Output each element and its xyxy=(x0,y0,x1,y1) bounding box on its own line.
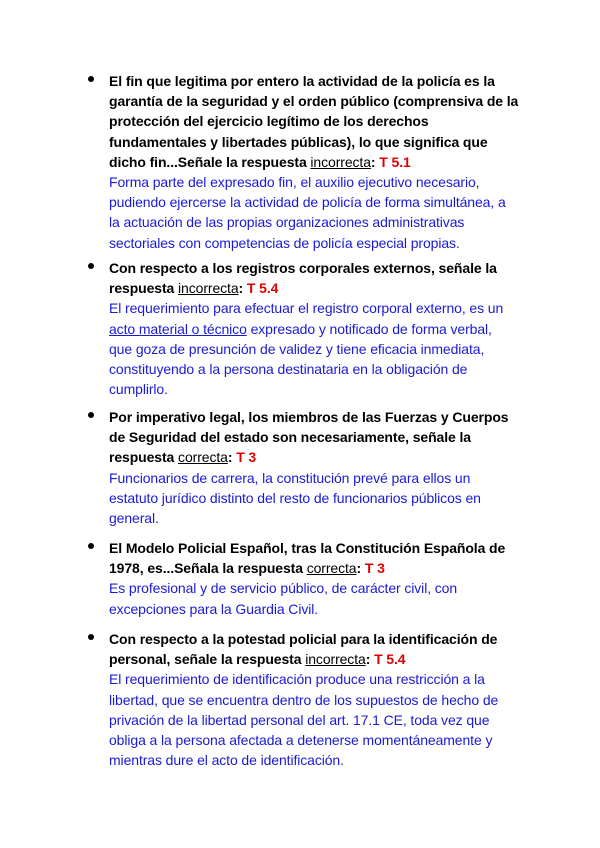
answer-line: estatuto jurídico distinto del resto de funcionarios públicos en xyxy=(109,489,481,506)
question-line: garantía de la seguridad y el orden público (comprensiva de la xyxy=(109,93,519,110)
answer-line: que goza de presunción de validez y tiene eficacia inmediata, xyxy=(109,340,485,357)
answer-line xyxy=(109,319,538,339)
question-line xyxy=(109,649,538,669)
question-line: Por imperativo legal, los miembros de las Fuerzas y Cuerpos xyxy=(109,409,509,425)
colon: : xyxy=(365,651,371,668)
answer-line: constituyendo a la persona destinataria en la obligación de xyxy=(109,361,468,378)
list-item xyxy=(88,71,538,253)
question-prefix: dicho fin...Señale la respuesta xyxy=(109,153,311,170)
underlined-term: acto material o técnico xyxy=(109,320,247,337)
question-prefix: respuesta xyxy=(109,449,179,466)
answer-line: privación de la libertad personal del art. 17.1 CE, toda vez que xyxy=(109,711,490,728)
answer-text xyxy=(109,669,538,770)
answer-line: Es profesional y de servicio público, de carácter civil, con xyxy=(109,580,458,597)
answer-line: general. xyxy=(109,510,159,527)
question-line xyxy=(109,152,538,172)
answer-line: El requerimiento para efectuar el registro corporal externo, es un xyxy=(109,300,504,317)
topic-reference: T 5.4 xyxy=(246,280,279,297)
question-prefix: personal, señale la respuesta xyxy=(109,651,306,668)
list-item xyxy=(88,407,538,528)
colon: : xyxy=(370,153,376,170)
answer-text xyxy=(109,172,538,253)
answer-line: cumplirlo. xyxy=(109,381,168,398)
topic-reference: T 3 xyxy=(364,560,385,577)
answer-type-keyword: incorrecta xyxy=(178,280,239,297)
colon: : xyxy=(238,280,244,297)
answer-line-rest: expresado y notificado de forma verbal, xyxy=(246,320,492,337)
question-text xyxy=(109,407,538,468)
answer-text xyxy=(109,298,538,399)
list-item xyxy=(88,629,538,770)
question-line xyxy=(109,447,538,467)
colon: : xyxy=(227,449,233,466)
bullet-icon xyxy=(88,543,94,549)
question-line: El fin que legitima por entero la actividad de la policía es la xyxy=(109,73,495,89)
question-line: Con respecto a los registros corporales externos, señale la xyxy=(109,260,497,276)
topic-reference: T 5.4 xyxy=(374,651,406,668)
question-line: de Seguridad del estado son necesariamente, señale la xyxy=(109,429,471,446)
question-line xyxy=(109,558,538,578)
question-text xyxy=(109,629,538,669)
answer-line: El requerimiento de identificación produce una restricción a la xyxy=(109,671,485,688)
question-line xyxy=(109,278,538,298)
bullet-icon xyxy=(88,76,94,82)
answer-line: libertad, que se encuentra dentro de los supuestos de hecho de xyxy=(109,691,499,708)
answer-type-keyword: incorrecta xyxy=(310,153,371,170)
list-item xyxy=(88,258,538,399)
bullet-icon xyxy=(88,263,94,269)
bullet-icon xyxy=(88,412,94,418)
answer-line: excepciones para la Guardia Civil. xyxy=(109,600,319,617)
question-text xyxy=(109,538,538,578)
answer-text xyxy=(109,578,538,618)
answer-line: la actuación de las propias organizaciones administrativas xyxy=(109,214,465,231)
question-prefix: 1978, es...Señala la respuesta xyxy=(109,560,307,577)
topic-reference: T 3 xyxy=(236,449,257,466)
answer-line: pudiendo ejercerse la actividad de policía de forma simultánea, a xyxy=(109,194,506,211)
answer-text xyxy=(109,468,538,529)
colon: : xyxy=(356,560,362,577)
answer-line: Funcionarios de carrera, la constitución prevé para ellos un xyxy=(109,469,471,486)
answer-type-keyword: incorrecta xyxy=(305,651,366,668)
question-text xyxy=(109,258,538,298)
bullet-icon xyxy=(88,634,94,640)
topic-reference: T 5.1 xyxy=(379,153,411,170)
question-line: fundamentales y libertades públicas), lo que significa que xyxy=(109,133,488,150)
question-prefix: respuesta xyxy=(109,280,179,297)
answer-type-keyword: correcta xyxy=(306,560,357,577)
question-line: Con respecto a la potestad policial para la identificación de xyxy=(109,631,498,647)
question-line: protección del ejercicio legítimo de los derechos xyxy=(109,113,429,130)
answer-line: sectoriales con competencias de policía especial propias. xyxy=(109,234,460,251)
question-line: El Modelo Policial Español, tras la Constitución Española de xyxy=(109,540,506,556)
answer-type-keyword: correcta xyxy=(178,449,228,466)
answer-line: obliga a la persona afectada a detenerse momentáneamente y xyxy=(109,732,493,749)
answer-line: mientras dure el acto de identificación. xyxy=(109,752,344,769)
list-item xyxy=(88,538,538,619)
question-text xyxy=(109,71,538,172)
answer-line: Forma parte del expresado fin, el auxilio ejecutivo necesario, xyxy=(109,174,480,191)
